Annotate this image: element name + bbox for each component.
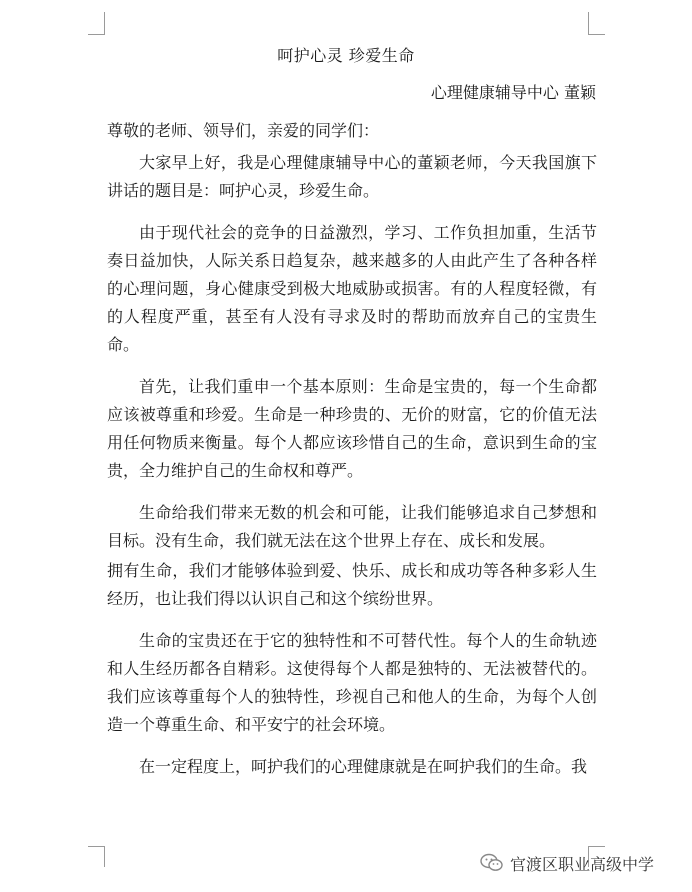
paragraph-background: 由于现代社会的竞争的日益激烈，学习、工作负担加重，生活节奏日益加快，人际关系日趋复杂，越来越多的人由此产生了各种各样的心理问题，身心健康受到极大地威胁或损害。有的人程度轻微，有的人程度严重，甚至有人没有寻求及时的帮助而放弃自己的宝贵生命。: [107, 223, 597, 354]
paragraph-opportunity: 生命给我们带来无数的机会和可能，让我们能够追求自己梦想和目标。没有生命，我们就无法在这个世界上存在、成长和发展。: [107, 503, 597, 550]
wechat-watermark: [480, 848, 654, 878]
wechat-icon: [480, 853, 504, 873]
paragraph-mental-health: 在一定程度上，呵护我们的心理健康就是在呵护我们的生命。我: [139, 757, 588, 776]
paragraph-uniqueness: 生命的宝贵还在于它的独特性和不可替代性。每个人的生命轨迹和人生经历都各自精彩。这使得每个人都是独特的、无法被替代的。我们应该尊重每个人的独特性，珍视自己和他人的生命，为每个人创造一个尊重生命、和平安宁的社会环境。: [107, 631, 597, 734]
watermark-text: 官渡区职业高级中学: [510, 854, 655, 874]
paragraph-greeting: 大家早上好，我是心理健康辅导中心的董颖老师，今天我国旗下讲话的题目是：呵护心灵，珍爱生命。: [107, 153, 597, 200]
crop-mark-top-left: [88, 12, 105, 35]
author-line: 心理健康辅导中心 董颖: [430, 83, 596, 102]
salutation: 尊敬的老师、领导们，亲爱的同学们：: [107, 121, 380, 140]
paragraph-experience: 拥有生命，我们才能够体验到爱、快乐、成长和成功等各种多彩人生经历，也让我们得以认识自己和这个缤纷世界。: [107, 561, 597, 608]
crop-mark-top-right: [588, 12, 605, 35]
paragraph-principle: 首先，让我们重申一个基本原则：生命是宝贵的，每一个生命都应该被尊重和珍爱。生命是一种珍贵的、无价的财富，它的价值无法用任何物质来衡量。每个人都应该珍惜自己的生命，意识到生命的宝贵，全力维护自己的生命权和尊严。: [107, 377, 597, 480]
document-title: 呵护心灵 珍爱生命: [277, 46, 415, 65]
speech-body: [107, 149, 597, 795]
crop-mark-bottom-left: [88, 846, 105, 867]
